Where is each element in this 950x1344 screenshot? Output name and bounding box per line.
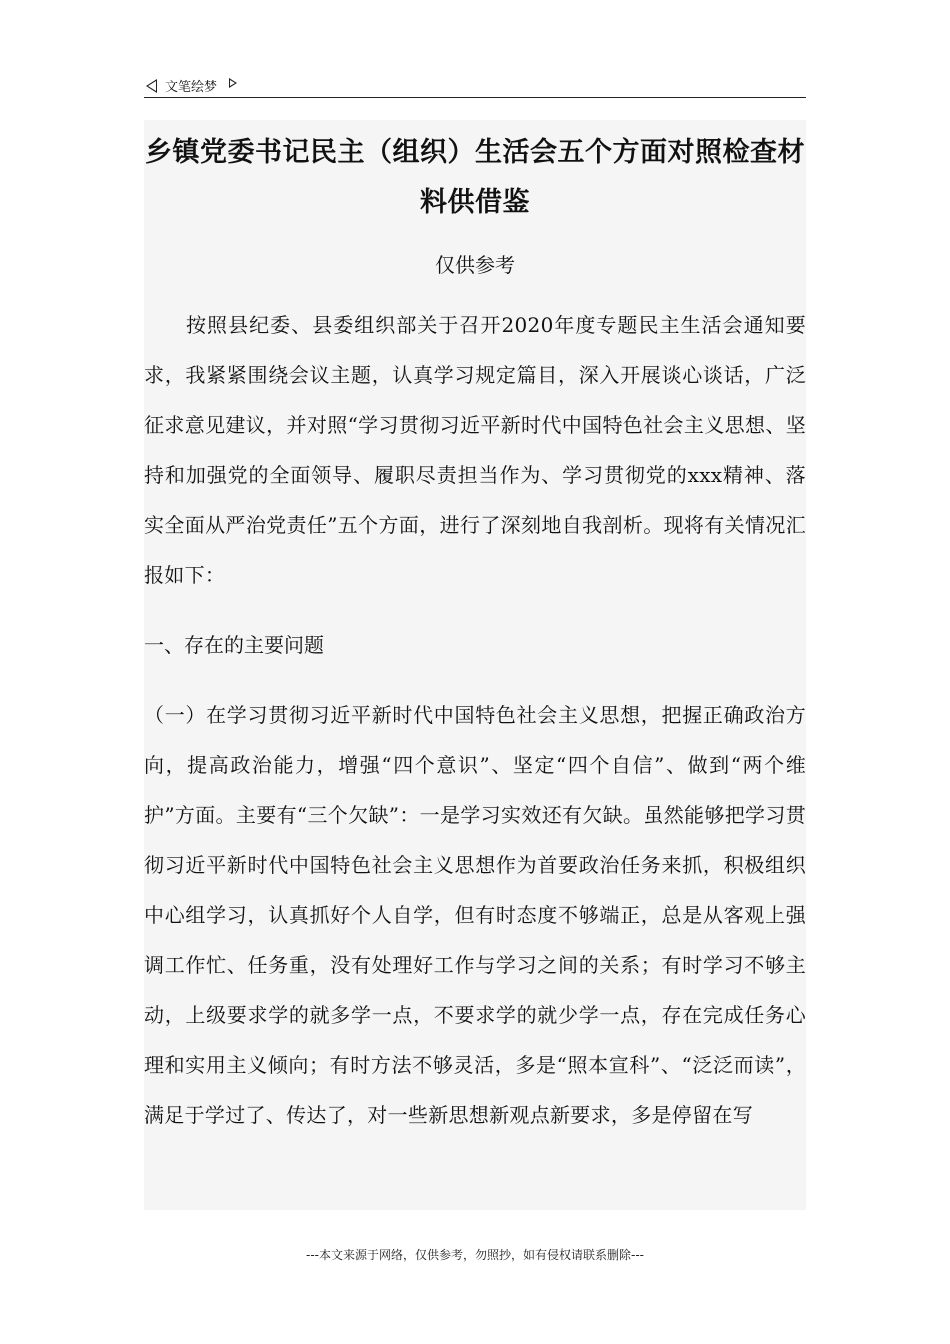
document-title: 乡镇党委书记民主（组织）生活会五个方面对照检查材料供借鉴 xyxy=(145,137,805,218)
page-header xyxy=(144,70,806,98)
triangle-left-icon xyxy=(146,79,157,93)
footer-notice: ---本文来源于网络，仅供参考，勿照抄，如有侵权请联系删除--- xyxy=(306,1248,644,1262)
document-subtitle: 仅供参考 xyxy=(435,253,515,277)
header-brand xyxy=(146,76,237,95)
triangle-right-icon xyxy=(229,78,237,88)
site-name: 文笔绘梦 xyxy=(165,80,218,95)
section-heading: 一、存在的主要问题 xyxy=(144,633,324,657)
document-body xyxy=(144,120,806,1210)
intro-paragraph: 按照县纪委、县委组织部关于召开2020年度专题民主生活会通知要求，我紧紧围绕会议主题，认真学习规定篇目，深入开展谈心谈话，广泛征求意见建议，并对照“学习贯彻习近平新时代中国特色社会主义思想、坚持和加强党的全面领导、履职尽责担当作为、学习贯彻党的xxx精神、落实全面从严治党责任”五个方面，进行了深刻地自我剖析。现将有关情况汇报如下： xyxy=(144,313,806,587)
section-paragraph: （一）在学习贯彻习近平新时代中国特色社会主义思想，把握正确政治方向，提高政治能力，增强“四个意识”、坚定“四个自信”、做到“两个维护”方面。主要有“三个欠缺”：一是学习实效还有欠缺。虽然能够把学习贯彻习近平新时代中国特色社会主义思想作为首要政治任务来抓，积极组织中心组学习，认真抓好个人自学，但有时态度不够端正，总是从客观上强调工作忙、任务重，没有处理好工作与学习之间的关系；有时学习不够主动，上级要求学的就多学一点，不要求学的就少学一点，存在完成任务心理和实用主义倾向；有时方法不够灵活，多是“照本宣科”、“泛泛而读”，满足于学过了、传达了，对一些新思想新观点新要求，多是停留在写 xyxy=(144,703,806,1127)
